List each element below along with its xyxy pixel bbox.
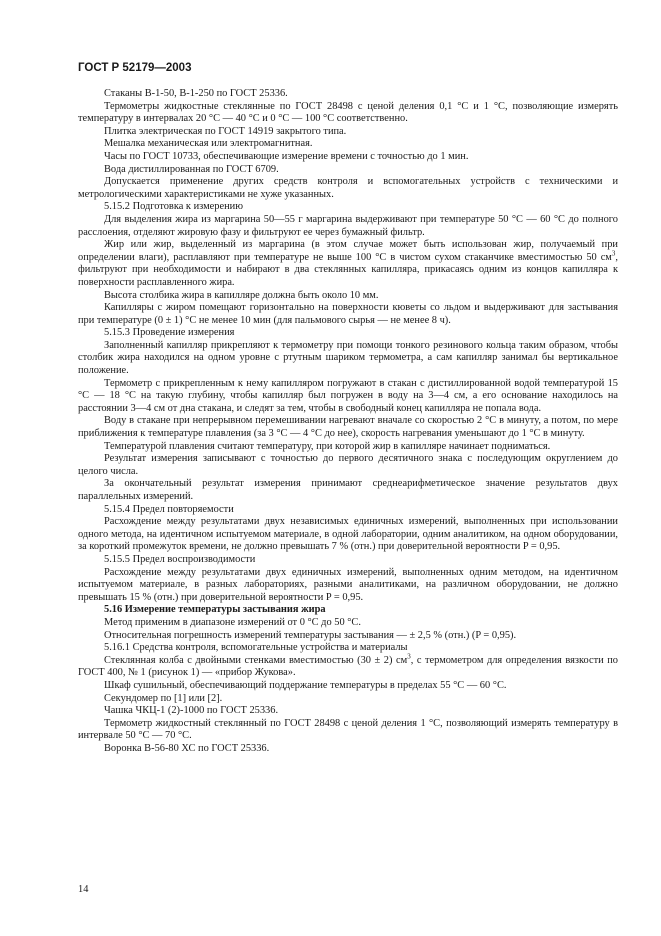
page-number: 14: [78, 884, 89, 895]
document-header: ГОСТ Р 52179—2003: [78, 62, 192, 74]
paragraph: Результат измерения записывают с точностью до первого десятичного знака с последующим округлением до целого числа.: [78, 453, 618, 477]
paragraph: Шкаф сушильный, обеспечивающий поддержание температуры в пределах 55 °С — 60 °С.: [104, 679, 507, 691]
paragraph: Мешалка механическая или электромагнитная.: [104, 138, 313, 150]
paragraph: Термометр с прикрепленным к нему капилляром погружают в стакан с дистиллированной водой температурой 15 °С — 18 °С на такую глубину, чтобы капилляр был погружен в воду на 3—4 см, а его основание находилось на расстоянии 3—4 см от дна стакана, и следят за тем, чтобы в свободный конец капилляра не попала вода.: [78, 377, 618, 414]
paragraph: Воду в стакане при непрерывном перемешивании нагревают вначале со скоростью 2 °С в минуту, а потом, по мере приближения к температуре плавления (за 3 °С — 4 °С до нее), скорость нагревания уменьшают до 1 °С в минуту.: [78, 415, 618, 440]
paragraph: Стеклянная колба с двойными стенками вместимостью (30 ± 2) $см^3$, с термометром для определения вязкости по ГОСТ 400, № 1 (рисунок 1) — «прибор Жукова».: [78, 652, 618, 679]
paragraph: Температурой плавления считают температуру, при которой жир в капилляре начинает подниматься.: [104, 440, 551, 452]
paragraph: 5.15.5 Предел воспроизводимости: [104, 553, 256, 565]
paragraph: Чашка ЧКЦ-1 (2)-1000 по ГОСТ 25336.: [104, 705, 279, 717]
paragraph: Допускается применение других средств контроля и вспомогательных устройств с техническими и метрологическими характеристиками не хуже указанных.: [78, 176, 618, 200]
paragraph: Метод применим в диапазоне измерений от 0 °С до 50 °С.: [104, 616, 361, 628]
paragraph: Термометр жидкостный стеклянный по ГОСТ 28498 с ценой деления 1 °С, позволяющий измерять температуру в интервале 50 °С — 70 °С.: [78, 717, 618, 742]
paragraph: Секундомер по [1] или [2].: [104, 692, 223, 704]
paragraph: Капилляры с жиром помещают горизонтально на поверхности кюветы со льдом и выдерживают для застывания при температуре (0 ± 1) °С не менее 10 мин (для пальмового сырья — не менее 8 ч).: [78, 302, 618, 326]
paragraph: Относительная погрешность измерений температуры застывания — ± 2,5 % (отн.) (P = 0,95).: [104, 629, 517, 641]
paragraph: Расхождение между результатами двух единичных измерений, выполненных одним методом, на идентичном испытуемом материале, в разных лабораториях, разными аналитиками, на различном оборудовании, не должно превышать 15 % (отн.) при доверительной вероятности P = 0,95.: [78, 566, 618, 603]
paragraph: Заполненный капилляр прикрепляют к термометру при помощи тонкого резинового кольца таким образом, чтобы столбик жира находился на одном уровне с ртутным шариком термометра, а сам капилляр занимал бы вертикальное положение.: [78, 339, 618, 377]
paragraph: Жир или жир, выделенный из маргарина (в этом случае может быть использован жир, получаемый при определении влаги), расплавляют при температуре не выше 100 °С в чистом сухом стаканчике вместимостью 50 $см^3$, фильтруют при необходимости и набирают в два стеклянных капилляра, прикасаясь одним из концов капилляра к поверхности расплавленного жира.: [78, 239, 618, 288]
paragraph: Термометры жидкостные стеклянные по ГОСТ 28498 с ценой деления 0,1 °С и 1 °С, позволяющие измерять температуру в интервалах 20 °С — 40 °С и 0 °С — 100 °С соответственно.: [78, 100, 618, 125]
paragraph: 5.15.2 Подготовка к измерению: [104, 201, 243, 213]
paragraph: 5.16 Измерение температуры застывания жира: [104, 604, 326, 616]
document-page: [78, 62, 618, 755]
paragraph: 5.15.4 Предел повторяемости: [104, 503, 234, 515]
paragraph: Расхождение между результатами двух независимых единичных измерений, выполненных при использовании одного метода, на идентичном испытуемом материале, в одной лаборатории, одним аналитиком, на одном оборудовании, за короткий промежуток времени, не должно превышать 7 % (отн.) при доверительной вероятности P = 0,95.: [78, 516, 618, 553]
document-body: [78, 88, 618, 755]
paragraph: Плитка электрическая по ГОСТ 14919 закрытого типа.: [104, 125, 347, 137]
paragraph: 5.15.3 Проведение измерения: [104, 327, 235, 339]
paragraph: За окончательный результат измерения принимают среднеарифметическое значение результатов двух параллельных измерений.: [78, 478, 618, 502]
paragraph: 5.16.1 Средства контроля, вспомогательные устройства и материалы: [104, 642, 408, 654]
paragraph: Стаканы В-1-50, В-1-250 по ГОСТ 25336.: [104, 88, 288, 99]
paragraph: Вода дистиллированная по ГОСТ 6709.: [104, 163, 279, 175]
paragraph: Часы по ГОСТ 10733, обеспечивающие измерение времени с точностью до 1 мин.: [104, 150, 469, 162]
paragraph: Воронка В-56-80 ХС по ГОСТ 25336.: [104, 742, 270, 754]
paragraph: Для выделения жира из маргарина 50—55 г маргарина выдерживают при температуре 50 °С — 60 °С до полного расслоения, отделяют жировую фазу и фильтруют ее через бумажный фильтр.: [78, 213, 618, 238]
paragraph: Высота столбика жира в капилляре должна быть около 10 мм.: [104, 289, 379, 301]
